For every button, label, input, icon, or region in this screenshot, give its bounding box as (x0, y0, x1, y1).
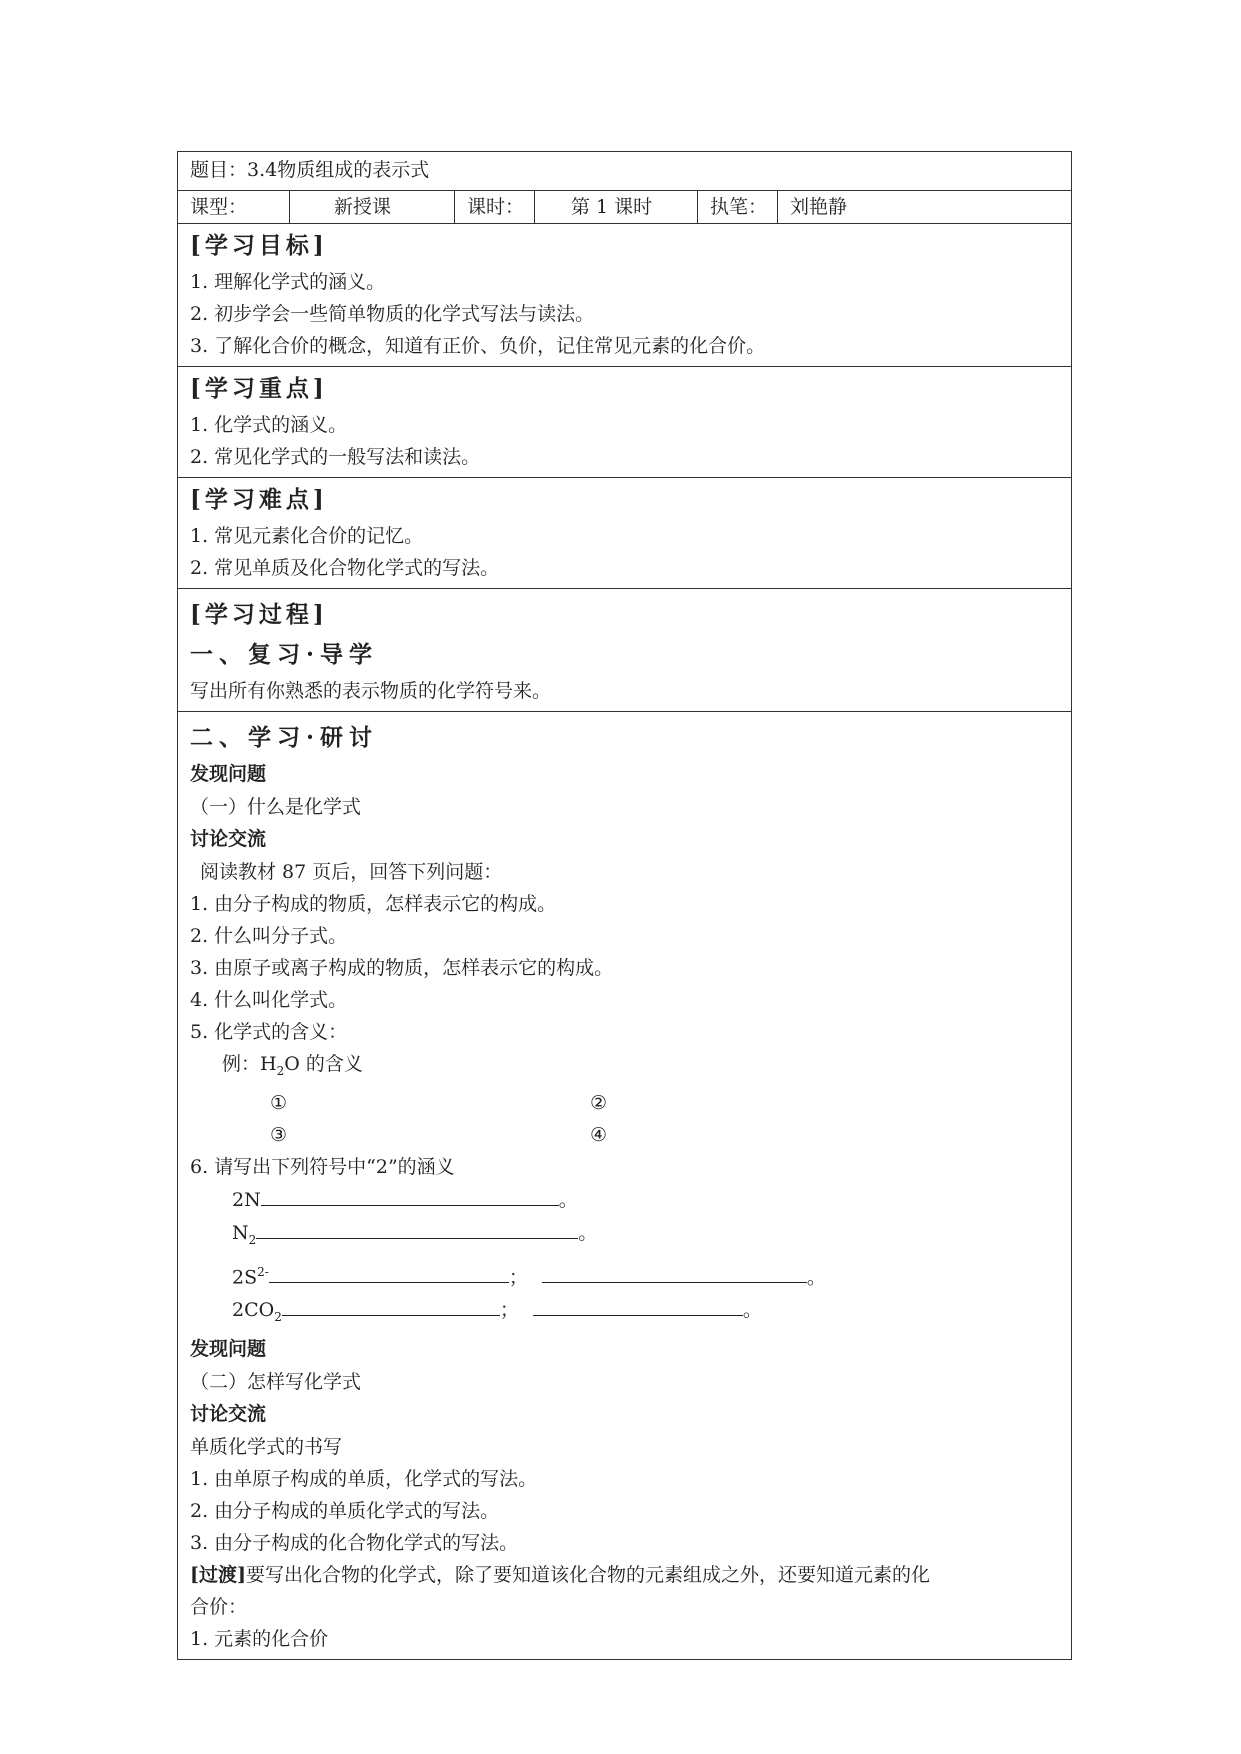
transition-text-cont: 合价： (190, 1595, 248, 1618)
question-item: 2. 什么叫分子式。 (190, 925, 348, 947)
q1-title: （一）什么是化学式 (190, 796, 362, 818)
answer-blank[interactable] (269, 1260, 509, 1283)
goal-item: 3. 了解化合价的概念，知道有正价、负价，记住常见元素的化合价。 (190, 335, 766, 357)
transition-line (190, 1559, 1059, 1591)
discover-heading: 发现问题 (190, 1337, 267, 1360)
write-item: 1. 由单原子构成的单质，化学式的写法。 (190, 1467, 538, 1490)
transition-text: 要写出化合物的化学式，除了要知道该化合物的元素组成之外，还要知道元素的化 (245, 1563, 930, 1586)
meaning-row-2 (190, 1119, 1059, 1151)
key-points-section (178, 367, 1071, 478)
question-item: 3. 由原子或离子构成的物质，怎样表示它的构成。 (190, 957, 614, 979)
symbol-row-4: $2CO_2$ ； 。 (190, 1293, 1059, 1333)
answer-blank[interactable] (261, 1183, 559, 1206)
key-point-item: 1. 化学式的涵义。 (190, 414, 348, 436)
difficulties-section (178, 478, 1071, 589)
lesson-title: 题目：3.4物质组成的表示式 (190, 159, 430, 181)
question-item: 4. 什么叫化学式。 (190, 989, 348, 1011)
answer-blank[interactable] (282, 1293, 500, 1316)
write-item: 2. 由分子构成的单质化学式的写法。 (190, 1499, 500, 1522)
answer-blank[interactable] (542, 1260, 807, 1283)
circled-1: ① (270, 1091, 288, 1114)
type-value: 新授课 (290, 191, 455, 223)
valence-item: 1. 元素的化合价 (190, 1627, 329, 1650)
write-item: 3. 由分子构成的化合物化学式的写法。 (190, 1531, 519, 1554)
symbol-row-1: 2N 。 (190, 1183, 1059, 1216)
example-line: 例：$H_2O$ 的含义 (222, 1053, 363, 1078)
difficulties-heading: [学习难点] (190, 486, 328, 513)
question-item: 5. 化学式的含义： (190, 1021, 348, 1043)
info-row (178, 191, 1071, 224)
symbol-row-2: $N_2$ 。 (190, 1216, 1059, 1256)
difficulty-item: 1. 常见元素化合价的记忆。 (190, 525, 424, 547)
discuss-heading: 讨论交流 (190, 1402, 267, 1425)
circled-3: ③ (270, 1123, 288, 1146)
goals-section (178, 224, 1071, 367)
circled-4: ④ (590, 1123, 608, 1146)
discover-heading: 发现问题 (190, 763, 267, 785)
lesson-plan-table (177, 151, 1072, 1660)
period-value: 第 1 课时 (535, 191, 698, 223)
answer-blank[interactable] (533, 1293, 743, 1316)
meaning-row-1 (190, 1087, 1059, 1119)
part2-section (178, 712, 1071, 1659)
discuss-heading: 讨论交流 (190, 828, 267, 850)
part1-title: 一、复习·导学 (190, 641, 379, 668)
author-label: 执笔： (698, 191, 778, 223)
difficulty-item: 2. 常见单质及化合物化学式的写法。 (190, 557, 500, 579)
title-row (178, 152, 1071, 191)
element-formula-title: 单质化学式的书写 (190, 1435, 343, 1458)
period-label: 课时： (455, 191, 535, 223)
key-point-item: 2. 常见化学式的一般写法和读法。 (190, 446, 481, 468)
author-value: 刘艳静 (790, 196, 848, 218)
process-section (178, 589, 1071, 712)
part2-title: 二、学习·研讨 (190, 724, 379, 751)
reading-instruction: 阅读教材 87 页后，回答下列问题： (200, 861, 503, 883)
transition-label: [过渡] (190, 1563, 246, 1586)
goals-heading: [学习目标] (190, 232, 328, 259)
question-6: 6. 请写出下列符号中“2”的涵义 (190, 1155, 455, 1178)
part1-text: 写出所有你熟悉的表示物质的化学符号来。 (190, 680, 552, 702)
key-points-heading: [学习重点] (190, 375, 328, 402)
q2-title: （二）怎样写化学式 (190, 1370, 362, 1393)
goal-item: 1. 理解化学式的涵义。 (190, 271, 386, 293)
answer-blank[interactable] (256, 1216, 578, 1239)
symbol-row-3: $2S^{2-}$ ； 。 (190, 1256, 1059, 1293)
circled-2: ② (590, 1091, 608, 1114)
process-heading: [学习过程] (190, 601, 328, 628)
goal-item: 2. 初步学会一些简单物质的化学式写法与读法。 (190, 303, 595, 325)
question-item: 1. 由分子构成的物质，怎样表示它的构成。 (190, 893, 557, 915)
type-label: 课型： (178, 191, 290, 223)
